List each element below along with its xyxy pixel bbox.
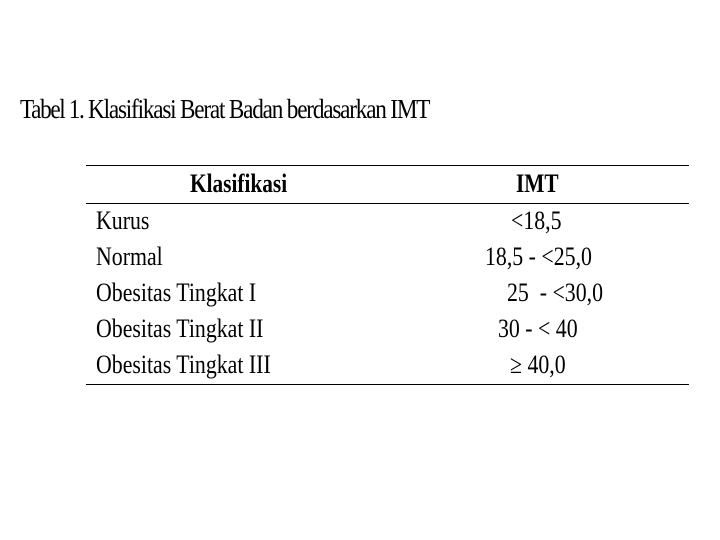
table-row <box>86 240 689 276</box>
cell-imt: ≥ 40,0 <box>510 350 566 379</box>
header-klasifikasi: Klasifikasi <box>190 169 288 198</box>
table-header-row <box>86 166 689 204</box>
cell-klasifikasi: Kurus <box>96 206 150 235</box>
bmi-classification-table <box>86 165 689 385</box>
cell-klasifikasi: Obesitas Tingkat II <box>96 314 264 343</box>
table-caption-text: Klasifikasi Berat Badan berdasarkan IMT <box>88 94 430 124</box>
cell-imt: 18,5 - <25,0 <box>485 242 592 271</box>
cell-imt: 25 - <30,0 <box>507 278 604 307</box>
cell-klasifikasi: Normal <box>96 242 163 271</box>
table-caption-label: Tabel 1. <box>20 94 84 124</box>
table-row <box>86 204 689 240</box>
table-row <box>86 276 689 312</box>
cell-imt: <18,5 <box>511 206 562 235</box>
cell-imt: 30 - < 40 <box>498 314 578 343</box>
table-caption <box>20 96 429 123</box>
header-imt: IMT <box>516 169 559 198</box>
table-row <box>86 348 689 384</box>
table-row <box>86 312 689 348</box>
cell-klasifikasi: Obesitas Tingkat I <box>96 278 257 307</box>
cell-klasifikasi: Obesitas Tingkat III <box>96 350 271 379</box>
